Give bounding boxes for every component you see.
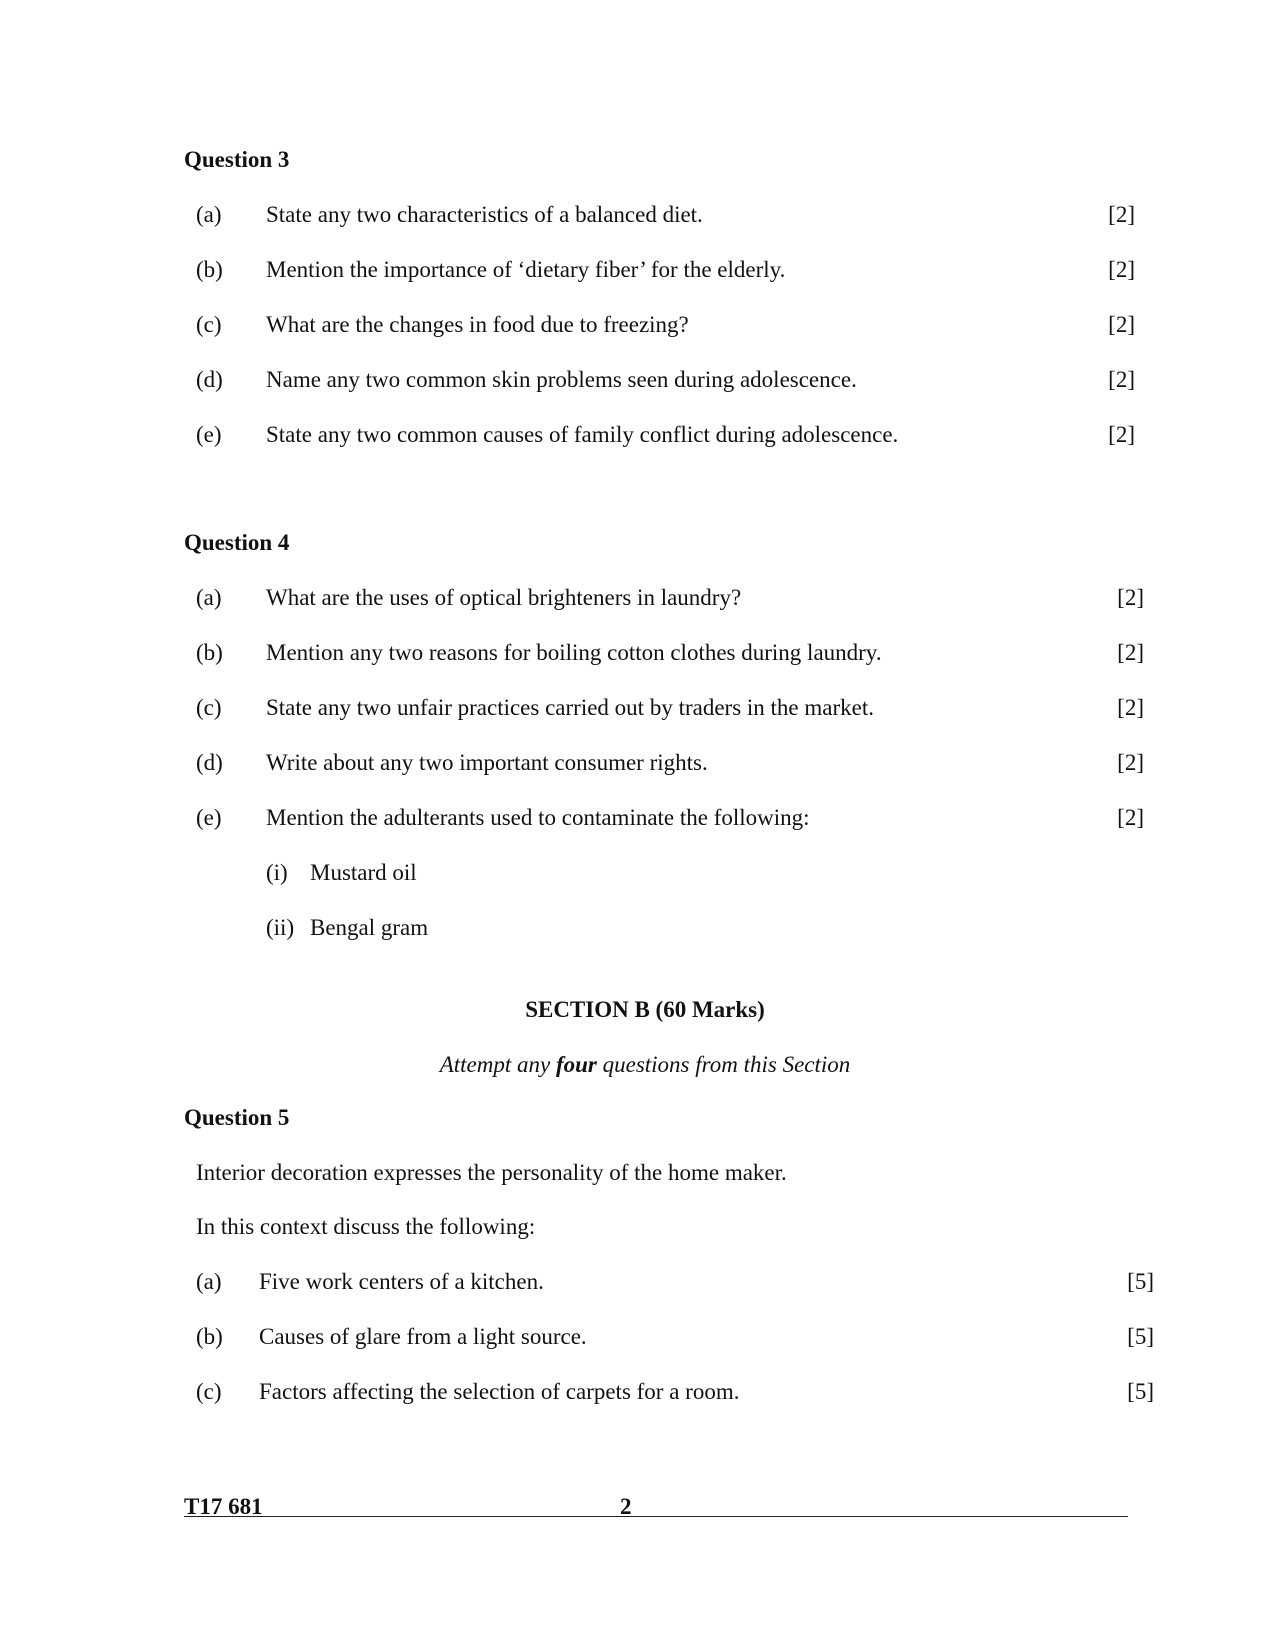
q5-text-b: Causes of glare from a light source. (259, 1324, 587, 1349)
footer-divider (184, 1516, 1128, 1517)
instruction-emphasis: four (555, 1052, 597, 1077)
q3-text-c: What are the changes in food due to freezing? (266, 312, 689, 337)
q4-subtext-i: Mustard oil (310, 860, 417, 885)
q4-label-d: (d) (196, 750, 223, 775)
q4-text-b: Mention any two reasons for boiling cotton clothes during laundry. (266, 640, 882, 665)
question-3-title: Question 3 (184, 147, 290, 172)
q5-marks-b: [5] (1127, 1324, 1154, 1349)
q5-intro-1: Interior decoration expresses the personality of the home maker. (196, 1160, 787, 1185)
q5-text-a: Five work centers of a kitchen. (259, 1269, 544, 1294)
instruction-post: questions from this Section (596, 1052, 851, 1077)
q4-label-b: (b) (196, 640, 223, 665)
q3-label-a: (a) (196, 202, 222, 227)
q4-marks-c: [2] (1117, 695, 1144, 720)
q4-marks-b: [2] (1117, 640, 1144, 665)
q3-marks-b: [2] (1108, 257, 1135, 282)
q3-marks-d: [2] (1108, 367, 1135, 392)
q4-marks-d: [2] (1117, 750, 1144, 775)
q5-label-b: (b) (196, 1324, 223, 1349)
instruction-pre: Attempt any (439, 1052, 556, 1077)
q3-label-c: (c) (196, 312, 222, 337)
q3-text-a: State any two characteristics of a balanced diet. (266, 202, 703, 227)
q4-sublabel-ii: (ii) (266, 915, 295, 940)
q4-text-a: What are the uses of optical brighteners in laundry? (266, 585, 742, 610)
q3-label-e: (e) (196, 422, 222, 447)
q5-marks-c: [5] (1127, 1379, 1154, 1404)
q4-label-c: (c) (196, 695, 222, 720)
q3-text-e: State any two common causes of family conflict during adolescence. (266, 422, 899, 447)
q5-intro-2: In this context discuss the following: (196, 1214, 536, 1239)
q5-label-c: (c) (196, 1379, 222, 1404)
q5-text-c: Factors affecting the selection of carpets for a room. (259, 1379, 740, 1404)
paper-code: T17 681 (184, 1494, 263, 1519)
q4-marks-e: [2] (1117, 805, 1144, 830)
q5-label-a: (a) (196, 1269, 222, 1294)
question-4-title: Question 4 (184, 530, 290, 555)
section-b-instruction (0, 1052, 1275, 1078)
q4-sublabel-i: (i) (266, 860, 288, 885)
q4-label-e: (e) (196, 805, 222, 830)
q3-label-b: (b) (196, 257, 223, 282)
q3-marks-e: [2] (1108, 422, 1135, 447)
q3-text-b: Mention the importance of ‘dietary fiber’ for the elderly. (266, 257, 786, 282)
q3-label-d: (d) (196, 367, 223, 392)
q5-marks-a: [5] (1127, 1269, 1154, 1294)
question-5-title: Question 5 (184, 1105, 290, 1130)
section-b-title: SECTION B (60 Marks) (525, 997, 765, 1022)
q3-marks-c: [2] (1108, 312, 1135, 337)
q4-text-e: Mention the adulterants used to contaminate the following: (266, 805, 810, 830)
q4-label-a: (a) (196, 585, 222, 610)
q4-text-d: Write about any two important consumer rights. (266, 750, 708, 775)
q3-text-d: Name any two common skin problems seen during adolescence. (266, 367, 857, 392)
q4-marks-a: [2] (1117, 585, 1144, 610)
q4-text-c: State any two unfair practices carried out by traders in the market. (266, 695, 874, 720)
q3-marks-a: [2] (1108, 202, 1135, 227)
q4-subtext-ii: Bengal gram (310, 915, 429, 940)
page-number: 2 (620, 1494, 632, 1519)
